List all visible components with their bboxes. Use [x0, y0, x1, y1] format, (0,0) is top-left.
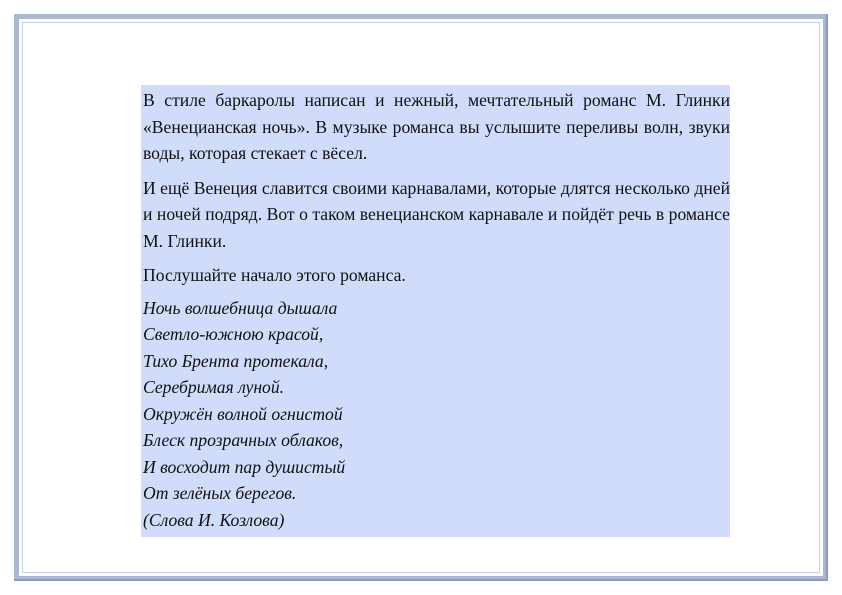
poem-line: Блеск прозрачных облаков, — [143, 430, 344, 450]
poem-line: Тихо Брента протекала, — [143, 350, 329, 371]
paragraph-barcarolle: В стиле баркаролы написан и нежный, мечтательный романс М. Глинки «Венецианская ночь». В музыке романса вы услышите переливы волн, звуки воды, которая стекает с вёсел. — [143, 90, 730, 163]
poem-line: Окружён волной огнистой — [143, 403, 343, 424]
poem-line: Светло-южною красой, — [143, 324, 324, 344]
paragraph-listen: Послушайте начало этого романса. — [143, 265, 406, 285]
poem-line: Ночь волшебница дышала — [143, 297, 338, 318]
poem-line: Серебримая луной. — [143, 377, 285, 397]
poem — [143, 295, 730, 534]
poem-author-credit: (Слова И. Козлова) — [143, 509, 285, 530]
text-block — [141, 85, 730, 537]
poem-line: От зелёных берегов. — [143, 483, 297, 503]
paragraph-carnival: И ещё Венеция славится своими карнавалами, которые длятся несколько дней и ночей подряд. Вот о таком венецианском карнавале и пойдёт речь в романсе М. Глинки. — [143, 177, 730, 251]
poem-line: И восходит пар душистый — [143, 456, 346, 477]
